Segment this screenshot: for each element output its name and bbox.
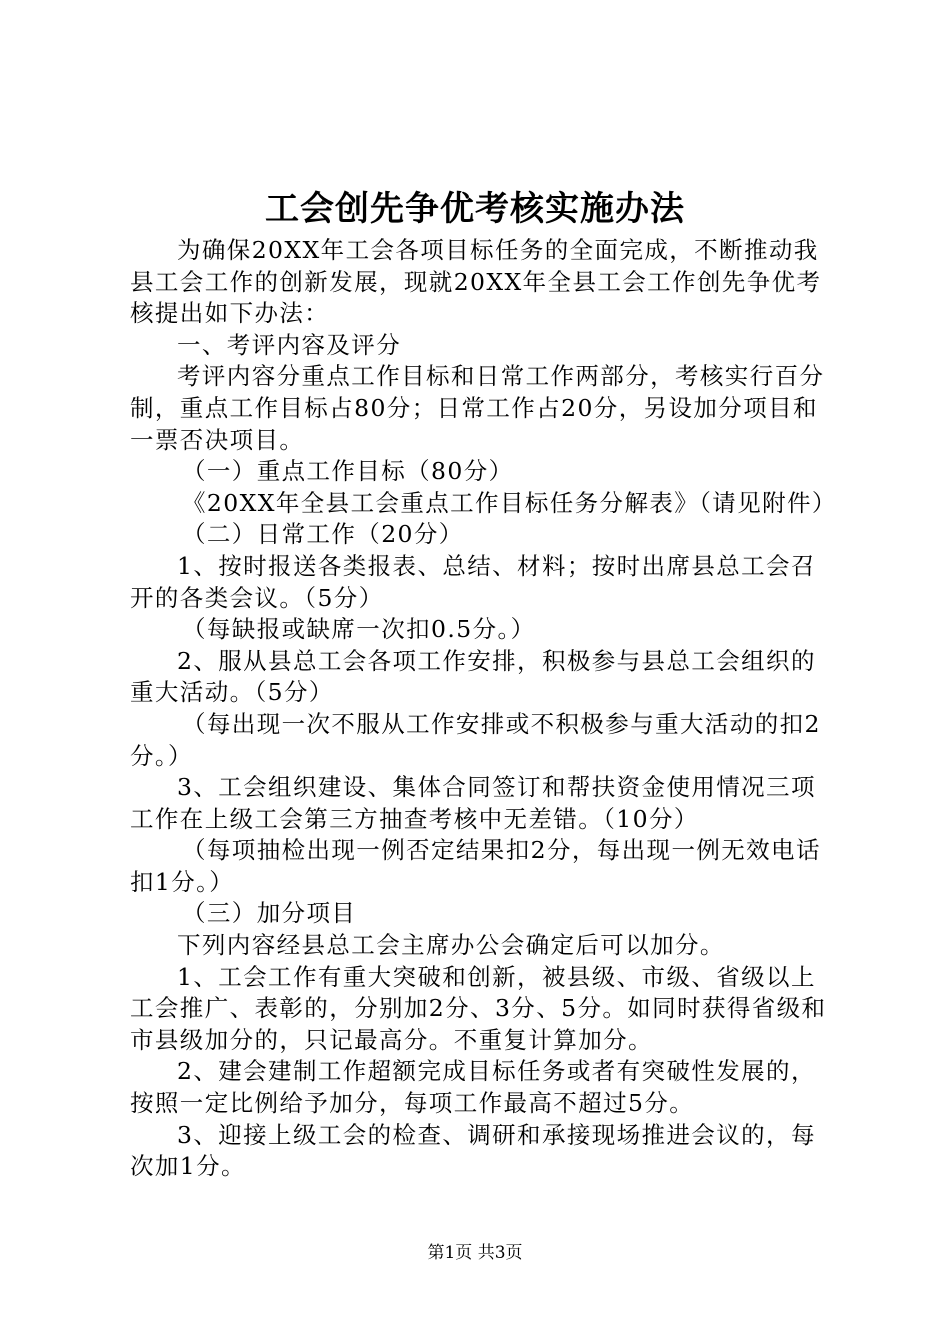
section-heading-evaluation: 一、考评内容及评分 xyxy=(177,330,402,359)
document-body xyxy=(130,235,837,1183)
key-goals-paragraph: 《20XX年全县工会重点工作目标任务分解表》（请见附件） xyxy=(182,488,837,517)
page-number-footer: 第1页 共3页 xyxy=(427,1243,523,1263)
bonus-item-2: 2、建会建制工作超额完成目标任务或者有突破性发展的，按照一定比例给予加分，每项工作最高不超过5分。 xyxy=(130,1057,816,1118)
bonus-item-3: 3、迎接上级工会的检查、调研和承接现场推进会议的，每次加1分。 xyxy=(130,1120,816,1181)
bonus-intro-paragraph: 下列内容经县总工会主席办公会确定后可以加分。 xyxy=(177,931,725,960)
daily-work-item-2-note: （每出现一次不服从工作安排或不积极参与重大活动的扣2分。） xyxy=(130,709,821,770)
subsection-heading-daily-work: （二）日常工作（20分） xyxy=(182,520,464,549)
document-title: 工会创先争优考核实施办法 xyxy=(265,189,685,229)
daily-work-item-1-note: （每缺报或缺席一次扣0.5分。） xyxy=(182,615,536,644)
daily-work-item-2: 2、服从县总工会各项工作安排，积极参与县总工会组织的重大活动。（5分） xyxy=(130,646,816,707)
intro-paragraph: 为确保20XX年工会各项目标任务的全面完成，不断推动我县工会工作的创新发展，现就20XX年全县工会工作创先争优考核提出如下办法： xyxy=(130,236,822,328)
daily-work-item-1: 1、按时报送各类报表、总结、材料；按时出席县总工会召开的各类会议。（5分） xyxy=(130,551,816,612)
daily-work-item-3: 3、工会组织建设、集体合同签订和帮扶资金使用情况三项工作在上级工会第三方抽查考核中无差错。（10分） xyxy=(130,773,816,833)
daily-work-item-3-note: （每项抽检出现一例否定结果扣2分，每出现一例无效电话扣1分。） xyxy=(130,836,821,896)
evaluation-paragraph: 考评内容分重点工作目标和日常工作两部分，考核实行百分制，重点工作目标占80分；日常工作占20分，另设加分项目和一票否决项目。 xyxy=(130,362,825,454)
subsection-heading-bonus: （三）加分项目 xyxy=(182,899,357,928)
subsection-heading-key-goals: （一）重点工作目标（80分） xyxy=(182,457,514,486)
bonus-item-1: 1、工会工作有重大突破和创新，被县级、市级、省级以上工会推广、表彰的，分别加2分、3分、5分。如同时获得省级和市县级加分的，只记最高分。不重复计算加分。 xyxy=(130,962,827,1054)
